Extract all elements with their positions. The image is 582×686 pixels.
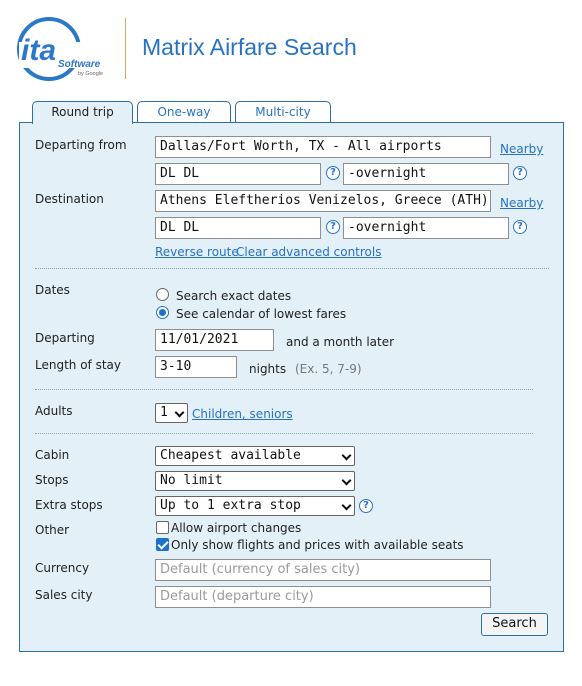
chevron-down-icon (175, 408, 185, 418)
extra-stops-label: Extra stops (35, 498, 103, 512)
reverse-route-link[interactable]: Reverse route (155, 245, 239, 259)
stops-value: No limit (160, 473, 223, 488)
destination-extension-input[interactable]: -overnight (343, 217, 509, 239)
cabin-value: Cheapest available (160, 448, 301, 463)
adults-select[interactable] (155, 403, 188, 423)
chevron-down-icon (342, 501, 352, 511)
svg-text:ita: ita (21, 34, 57, 67)
cabin-select[interactable] (155, 446, 355, 466)
extension-help-icon[interactable]: ? (513, 166, 527, 180)
destination-label: Destination (35, 192, 104, 206)
cabin-label: Cabin (35, 448, 70, 462)
available-seats-label: Only show flights and prices with available seats (171, 538, 464, 552)
destination-nearby-link[interactable]: Nearby (500, 196, 544, 210)
departing-extension-input[interactable]: -overnight (343, 163, 509, 185)
nights-label: nights (249, 362, 287, 376)
sales-city-label: Sales city (35, 588, 93, 602)
section-divider (35, 433, 533, 434)
dates-label: Dates (35, 283, 70, 297)
children-seniors-link[interactable]: Children, seniors (192, 407, 293, 421)
search-button[interactable]: Search (481, 613, 548, 636)
adults-label: Adults (35, 404, 73, 418)
routing-help-icon[interactable]: ? (326, 166, 340, 180)
calendar-label: See calendar of lowest fares (176, 307, 347, 321)
search-form-panel (19, 122, 564, 652)
tab-one-way[interactable]: One-way (137, 101, 231, 123)
departing-nearby-link[interactable]: Nearby (500, 142, 544, 156)
ita-software-logo (16, 16, 112, 82)
extra-stops-select[interactable] (155, 496, 355, 516)
departing-from-label: Departing from (35, 138, 127, 152)
exact-dates-label: Search exact dates (176, 289, 292, 303)
length-of-stay-label: Length of stay (35, 358, 121, 372)
routing-help-icon[interactable]: ? (326, 220, 340, 234)
chevron-down-icon (342, 476, 352, 486)
currency-input[interactable]: Default (currency of sales city) (155, 559, 491, 581)
tab-round-trip[interactable]: Round trip (32, 101, 133, 124)
destination-input[interactable]: Athens Eleftherios Venizelos, Greece (ATH) (155, 190, 491, 212)
extension-help-icon[interactable]: ? (513, 220, 527, 234)
stay-example-hint: (Ex. 5, 7-9) (295, 362, 362, 376)
other-label: Other (35, 523, 70, 537)
sales-city-input[interactable]: Default (departure city) (155, 586, 491, 608)
length-of-stay-input[interactable]: 3-10 (155, 356, 237, 378)
destination-routing-input[interactable]: DL DL (155, 217, 321, 239)
allow-airport-changes-checkbox[interactable] (156, 521, 169, 534)
page-title: Matrix Airfare Search (142, 34, 357, 60)
clear-advanced-link[interactable]: Clear advanced controls (236, 245, 382, 259)
adults-value: 1 (160, 405, 168, 420)
header (0, 0, 582, 90)
svg-text:Software: Software (58, 59, 101, 70)
extra-stops-help-icon[interactable]: ? (359, 499, 373, 513)
available-seats-checkbox[interactable] (156, 538, 169, 551)
calendar-radio[interactable] (156, 306, 169, 319)
tab-multi-city[interactable]: Multi-city (235, 101, 331, 123)
stops-label: Stops (35, 473, 69, 487)
departing-date-label: Departing (35, 331, 95, 345)
svg-text:by Google: by Google (78, 71, 104, 77)
allow-airport-changes-label: Allow airport changes (171, 521, 302, 535)
currency-label: Currency (35, 561, 90, 575)
stops-select[interactable] (155, 471, 355, 491)
exact-dates-radio[interactable] (156, 288, 169, 301)
chevron-down-icon (342, 451, 352, 461)
departing-date-input[interactable]: 11/01/2021 (155, 329, 274, 351)
section-divider (35, 389, 533, 390)
departing-from-input[interactable]: Dallas/Fort Worth, TX - All airports (155, 136, 491, 158)
header-divider (125, 18, 126, 79)
extra-stops-value: Up to 1 extra stop (160, 498, 301, 513)
section-divider (35, 268, 549, 269)
departing-routing-input[interactable]: DL DL (155, 163, 321, 185)
date-range-note: and a month later (286, 335, 395, 349)
